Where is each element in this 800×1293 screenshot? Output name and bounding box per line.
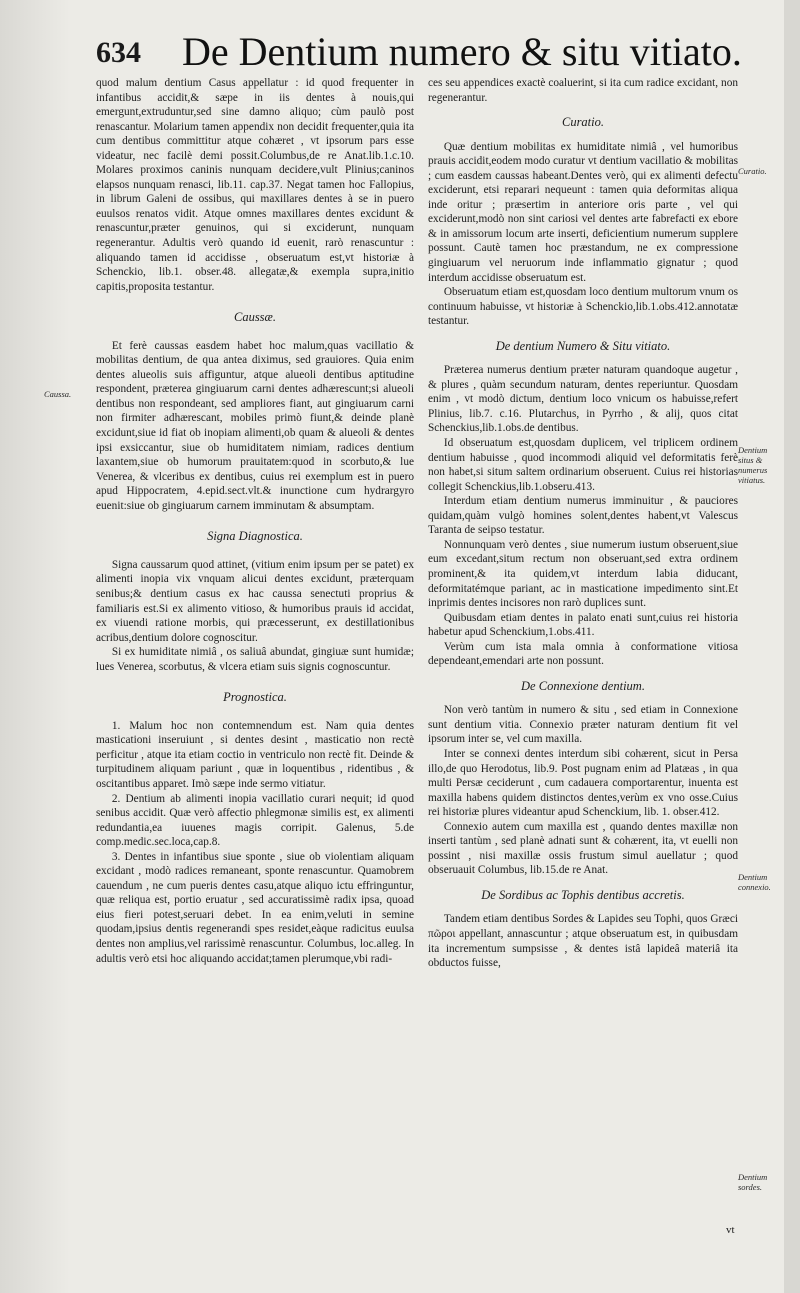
- page-gutter-shadow: [0, 0, 70, 1293]
- margin-note-numero: Dentium situs & numerus vitiatus.: [738, 445, 768, 485]
- paragraph: Præterea numerus dentium præter naturam quandoque augetur , & plures , quàm secundum naturam, dentes reperiuntur. Quosdam enim , vt modò dictum, dentium loco vnicum os habuisse,refert Plinius, lib.7. c.16. Plutarchus, in Pyrrho , & alij, quos citat Schenckius,lib.1.obs.de dentibus.: [428, 364, 738, 435]
- paragraph: quod malum dentium Casus appellatur : id quod frequenter in infantibus accidit,& sæpe in iis dentes à nouis,qui emergunt,extruduntur,sed sine damno aliquo; cùm paulò post renascantur. Molarium tamen appendix non decidit frequenter,quia ita cum dentibus committitur atque cohæret , vt ipsorum pars esse videatur, nec facilè demi possit.Columbus,de re Anat.lib.1.c.10. Molares proximos caninis nunquam decidere,vult Plinius;caninos elapsos nunquam renasci, lib.11. cap.37. Negat tamen hoc Fallopius, in librum Galeni de ossibus, qui maxillares dentes à se in puero euulsos renatos vidit. Atque omnes maxillares dentes excidunt & renascuntur,præter genuinos, qui si exciderunt, nunquam regenerantur. Adultis verò quando id euenit, rarò renascuntur : aliquando tamen id accidisse , obseruatum est,vt historiæ à Schenckio, lib.1. obser.48. allegatæ,& exempla supra,initio capitis,proposita testantur.: [96, 77, 414, 293]
- page-edge: [784, 0, 800, 1293]
- paragraph: Nonnunquam verò dentes , siue numerum iustum obseruent,siue eum excedant,situm rectum non obseruant,sed extra ordinem prominent,& ita quidem,vt interdum labia diducant, deformitatémque pariant, ac in masticatione impedimento sint.Et inprimis dentes incisores non rarò duplices sunt.: [428, 538, 738, 610]
- running-header: [0, 14, 800, 74]
- paragraph: Verùm cum ista mala omnia à conformatione vitiosa dependeant,emendari arte non possunt.: [428, 640, 738, 668]
- paragraph: 1. Malum hoc non contemnendum est. Nam quia dentes masticationi inseruiunt , si dentes desint , masticatio non rectè perficitur , atque ita etiam coctio in ventriculo non rectè fit. Deinde & turpitudinem aliquam pariunt , quæ in loquentibus , ridentibus , & oscitantibus apparet. Imò sæpe inde sermo vitiatur.: [96, 719, 414, 790]
- margin-note-connexio: Dentium connexio.: [738, 872, 771, 892]
- paragraph: Quæ dentium mobilitas ex humiditate nimiâ , vel humoribus prauis accidit,eodem modo curatur vt dentium vacillatio & mobilitas ; cum easdem caussas habeant.Dentes verò, qui ex alimenti defectu exciderunt, etsi reparari nequeunt : tamen quia deformitas aliqua inde oritur ; præsertim in anteriore oris parte , vel qui exciderunt,modò non sint cariosi vel dentes arte fabrefacti ex ebore & in amissorum locum arte inserti, deficientium numerum supplere possunt. Cautè tamen hoc præstandum, ne ex compressione gingiuarum vel neruorum inde inflammatio gignatur ; quod interdum accidisse obseruatum est.: [428, 140, 738, 284]
- catchword: vt: [726, 1224, 735, 1236]
- section-heading-curatio: Curatio.: [561, 115, 605, 130]
- running-title: De Dentium numero & situ vitiato.: [182, 29, 742, 74]
- paragraph: Interdum etiam dentium numerus imminuitur , & pauciores quidam,quàm vulgò homines solent,dentes habent,vt Valescus Taranta de seipso testatur.: [428, 495, 738, 537]
- paragraph: ces seu appendices exactè coaluerint, si ita cum radice excidant, non regenerantur.: [428, 77, 738, 104]
- section-heading-sordes: De Sordibus ac Tophis dentibus accretis.: [481, 887, 685, 902]
- paragraph: Si ex humiditate nimiâ , os saliuâ abundat, gingiuæ sunt humidæ; lues Venerea, scorbutus, & vlcera etiam suis signis cognoscuntur.: [96, 646, 414, 673]
- left-column: [96, 76, 414, 966]
- page-number: 634: [96, 36, 141, 69]
- paragraph: Et ferè caussas easdem habet hoc malum,quas vacillatio & mobilitas dentium, de qua antea diximus, sed grauiores. Quia enim dentes alueolis suis affiguntur, atque alueoli dentibus aptitudine respondent, præterea gingiuarum carni dentes adhærescunt;si alueoli dentibus non respondeant, sed ampliores fiant, aut gingiuarum carni non firmiter adhærescant, mobiles primò fiunt,& deinde planè excidunt,siue id fiat ob inopiam alimenti,ob quam & alueoli & dentes ipsi exsiccantur, siue ob humiditatem nimiam, radices dentium laxantem,siue ob humorum prauitatem:quod in scorbuto,& lue Venerea, & vlceribus ex dentibus, cuius rei exemplum est in puero apud Hippocratem, 4.epid.sect.vlt.& inunctione cum hydrargyro euenit:siue ob gingiuarum carnem imminutam & absumptam.: [96, 339, 414, 512]
- section-heading-prognostica: Prognostica.: [223, 690, 287, 705]
- paragraph: 3. Dentes in infantibus siue sponte , siue ob violentiam aliquam excidant , modò radices remaneant, sponte renascuntur. Quamobrem cauendum , ne cum pueris dentes casu,atque aliquo ictu effringuntur, quæ reliqua est, portio eruatur , sed accuratissimè radix ipsa, quoad eius fieri potest,seruari debet. In ea enim,veluti in semine quodam,ipsius dentis regenerandi spes residet,eàque radicitus euulsa dentes non amplius,vel rarissimè renascuntur. Columbus, loc.alleg. In adultis verò etsi hoc aliquando accidat;tamen plerumque,vbi radi-: [96, 850, 414, 965]
- paragraph: 2. Dentium ab alimenti inopia vacillatio curari nequit; id quod senibus accidit. Quæ verò affectio phlegmonæ similis est, ex alimenti redundantia,ea iuuenes magis corripit. Galenus, 5.de comp.medic.sec.loca,cap.8.: [96, 792, 414, 849]
- section-heading-signa: Signa Diagnostica.: [207, 529, 303, 544]
- right-column: [428, 76, 738, 971]
- section-heading-causae: Caussæ.: [233, 310, 277, 325]
- paragraph: Id obseruatum est,quosdam duplicem, vel triplicem ordinem dentium habuisse , quod incommodi aliquid vel deformitatis ferè non habet,si situm saltem ordinarium obseruent. Cuius rei historias collegit Schenckius,lib.1.obseru.413.: [428, 437, 738, 493]
- section-heading-numero: De dentium Numero & Situ vitiato.: [495, 338, 671, 353]
- paragraph: Connexio autem cum maxilla est , quando dentes maxillæ non inserti tantùm , sed planè adnati sunt & cohærent, ita, vt euelli non possint , nisi maxillæ ossis frustum simul auellatur ; quod obseruauit Columbus, lib.15.de re Anat.: [428, 820, 738, 877]
- paragraph: Signa caussarum quod attinet, (vitium enim ipsum per se patet) ex alimenti inopia vix vnquam alicui dentes excidunt, præterquam senibus;& dentium casus ex hac caussa senectuti proprius & familiaris est.Si ex alimento vitioso, & humoribus prauis id accidat, ex viuendi ratione morbis, qui præcesserunt, ex destillationibus acribus,dentium dolore cognoscitur.: [96, 558, 414, 644]
- paragraph: Obseruatum etiam est,quosdam loco dentium multorum vnum os continuum habuisse, vt historiæ à Schenckio,lib.1.obs.412.annotatæ testantur.: [428, 286, 738, 328]
- paragraph: Tandem etiam dentibus Sordes & Lapides seu Tophi, quos Græci πῶροι appellant, annascuntur ; atque obseruatum est, in quibusdam ita incrementum sumpsisse , & dentes istâ lapideâ materiâ ita obductos fuisse,: [428, 913, 738, 970]
- margin-note-sordes: Dentium sordes.: [738, 1172, 768, 1192]
- margin-note-curatio: Curatio.: [738, 166, 767, 176]
- margin-note-causae: Caussa.: [44, 389, 72, 399]
- paragraph: Quibusdam etiam dentes in palato enati sunt,cuius rei historia habetur apud Schenckium,1.obs.411.: [428, 611, 738, 639]
- section-heading-connexio: De Connexione dentium.: [521, 678, 645, 693]
- paragraph: Non verò tantùm in numero & situ , sed etiam in Connexione sunt dentium vitia. Connexio præter naturam dentium fit vel ipsorum inter se, vel cum maxilla.: [428, 704, 738, 746]
- paragraph: Inter se connexi dentes interdum sibi cohærent, sicut in Persa illo,de quo Herodotus, lib.9. Post pugnam enim ad Platæas , in qua multi Persæ ceciderunt , cum cadauera comportarentur, inuenta est maxilla habens quidem distinctos dentes,verùm ex vno osse.Cuius rei historiæ plures videantur apud Schenckium, lib. 1. obser.412.: [428, 747, 738, 819]
